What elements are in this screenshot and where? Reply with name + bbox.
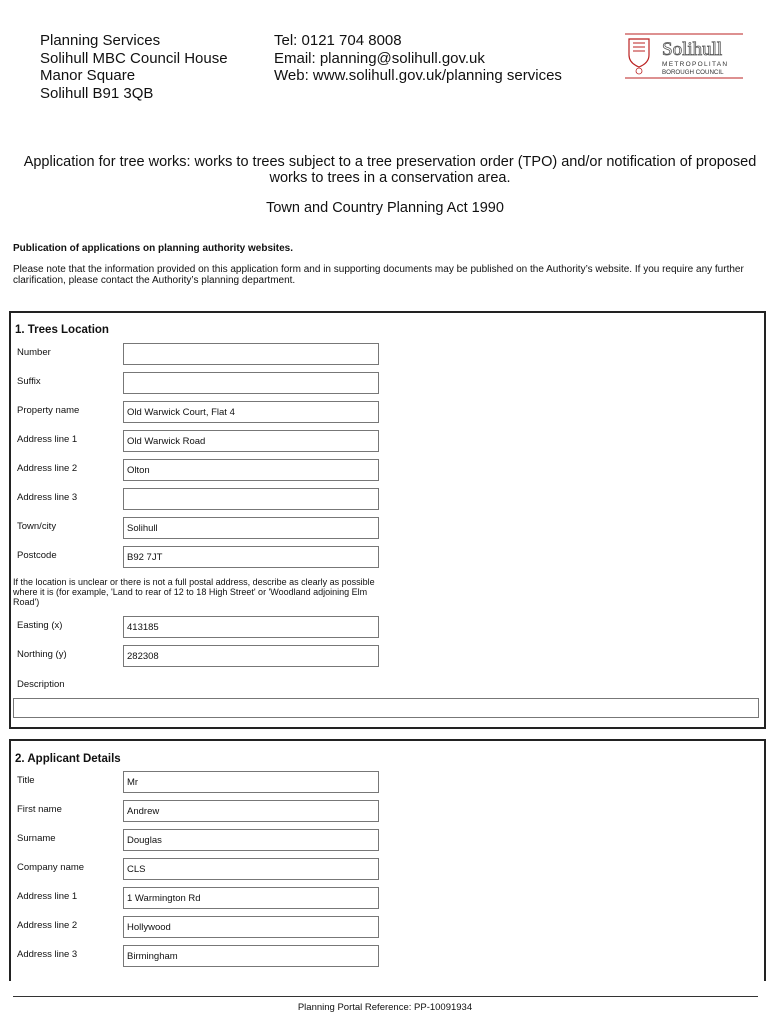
title-field[interactable]: Mr: [123, 771, 379, 793]
address-line-2-field[interactable]: Olton: [123, 459, 379, 481]
council-contact: [274, 32, 562, 85]
svg-text:METROPOLITAN: METROPOLITAN: [662, 61, 729, 68]
email-line: Email: planning@solihull.gov.uk: [274, 49, 485, 67]
web-line: Web: www.solihull.gov.uk/planning services: [274, 67, 562, 84]
address-line: Solihull MBC Council House: [40, 49, 228, 67]
footer-divider: [13, 996, 758, 997]
suffix-field[interactable]: [123, 372, 379, 394]
portal-reference: Planning Portal Reference: PP-10091934: [297, 1002, 473, 1013]
first-name-label: First name: [17, 804, 62, 815]
section-title: 2. Applicant Details: [15, 753, 121, 765]
town-city-label: Town/city: [17, 521, 57, 532]
address-line: Solihull B91 3QB: [40, 84, 154, 102]
property-name-label: Property name: [17, 405, 80, 416]
phone-line: Tel: 0121 704 8008: [274, 32, 402, 49]
address-line: Planning Services: [40, 32, 161, 49]
publication-heading: Publication of applications on planning authority websites.: [13, 243, 294, 254]
description-label: Description: [17, 679, 65, 690]
postcode-label: Postcode: [17, 550, 57, 561]
applicant-address-line-1-label: Address line 1: [17, 891, 78, 902]
address-line-1-field[interactable]: Old Warwick Road: [123, 430, 379, 452]
address-line-1-label: Address line 1: [17, 434, 78, 445]
applicant-address-line-2-field[interactable]: Hollywood: [123, 916, 379, 938]
number-field[interactable]: [123, 343, 379, 365]
property-name-field[interactable]: Old Warwick Court, Flat 4: [123, 401, 379, 423]
council-crest-icon: [625, 33, 743, 79]
company-name-field[interactable]: CLS: [123, 858, 379, 880]
council-address: [40, 32, 228, 102]
title-label: Title: [17, 775, 35, 786]
surname-field[interactable]: Douglas: [123, 829, 379, 851]
form-title: Application for tree works: works to trees subject to a tree preservation order (TPO) and/or notification of proposed works to trees in a conservation area.: [23, 154, 757, 186]
address-line-3-label: Address line 3: [17, 492, 78, 503]
number-label: Number: [17, 347, 51, 358]
company-name-label: Company name: [17, 862, 85, 873]
surname-label: Surname: [17, 833, 56, 844]
applicant-address-line-3-field[interactable]: Birmingham: [123, 945, 379, 967]
address-line-2-label: Address line 2: [17, 463, 78, 474]
applicant-address-line-1-field[interactable]: 1 Warmington Rd: [123, 887, 379, 909]
address-line-3-field[interactable]: [123, 488, 379, 510]
applicant-address-line-3-label: Address line 3: [17, 949, 78, 960]
trees-location-section: [9, 311, 766, 729]
applicant-details-section: [9, 739, 766, 981]
description-field[interactable]: [13, 698, 759, 718]
applicant-address-line-2-label: Address line 2: [17, 920, 78, 931]
first-name-field[interactable]: Andrew: [123, 800, 379, 822]
northing-field[interactable]: 282308: [123, 645, 379, 667]
svg-text:Solihull: Solihull: [662, 39, 723, 60]
town-city-field[interactable]: Solihull: [123, 517, 379, 539]
postcode-field[interactable]: B92 7JT: [123, 546, 379, 568]
svg-text:BOROUGH COUNCIL: BOROUGH COUNCIL: [662, 69, 724, 76]
section-title: 1. Trees Location: [15, 324, 109, 336]
easting-label: Easting (x): [17, 620, 63, 631]
location-hint: If the location is unclear or there is not a full postal address, describe as clearly as possible where it is (for example, 'Land to rear of 12 to 18 High Street' or 'Woodland adjoining Elm Road'): [13, 577, 375, 607]
address-line: Manor Square: [40, 67, 136, 84]
solihull-logo: [625, 33, 743, 79]
northing-label: Northing (y): [17, 649, 67, 660]
act-title: Town and Country Planning Act 1990: [266, 200, 504, 216]
publication-note: Please note that the information provided on this application form and in supporting documents may be published on the Authority’s website. If you require any further clarification, please contact the Authority’s planning department.: [13, 264, 744, 286]
easting-field[interactable]: 413185: [123, 616, 379, 638]
suffix-label: Suffix: [17, 376, 41, 387]
